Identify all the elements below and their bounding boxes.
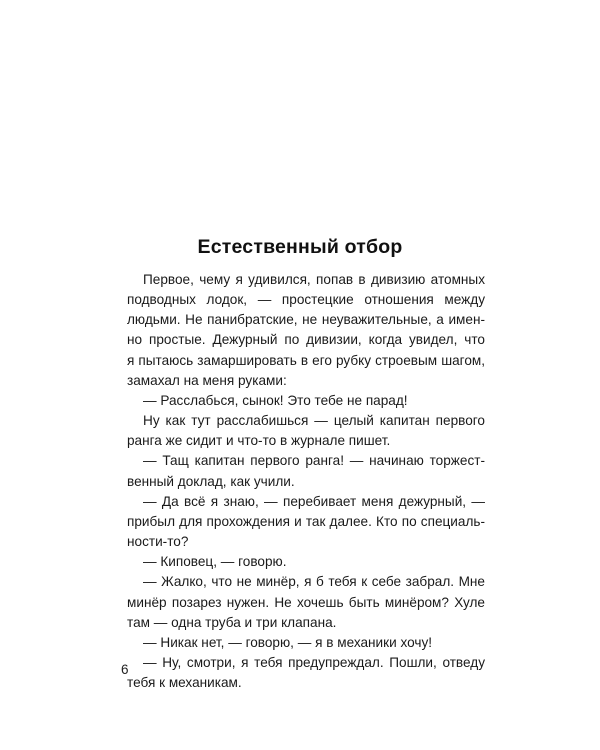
text-line: я пытаюсь замаршировать в его рубку строевым шагом, bbox=[127, 352, 485, 368]
paragraph bbox=[127, 492, 485, 552]
paragraph bbox=[127, 572, 485, 632]
paragraph bbox=[127, 391, 485, 411]
text-line: Ну как тут расслабишься — целый капитан первого bbox=[143, 413, 485, 429]
text-line: — Никак нет, — говорю, — я в механики хочу! bbox=[143, 634, 433, 650]
text-line: — Киповец, — говорю. bbox=[143, 554, 287, 570]
paragraph bbox=[127, 633, 485, 653]
text-line: — Жалко, что не минёр, я б тебя к себе забрал. Мне bbox=[143, 574, 485, 590]
text-line: там — одна труба и три клапана. bbox=[127, 614, 337, 630]
text-line: ранга же сидит и что-то в журнале пишет. bbox=[127, 433, 391, 449]
text-line: — Ну, смотри, я тебя предупреждал. Пошли, отведу bbox=[143, 654, 485, 670]
text-line: людьми. Не панибратские, не неуважительные, а имен- bbox=[127, 312, 485, 328]
text-line: венный доклад, как учили. bbox=[127, 473, 295, 489]
paragraph bbox=[127, 270, 485, 391]
text-line: тебя к механикам. bbox=[127, 675, 242, 691]
text-line: — Да всё я знаю, — перебивает меня дежурный, — bbox=[143, 493, 485, 509]
text-line: но простые. Дежурный по дивизии, когда увидел, что bbox=[127, 332, 485, 348]
text-line: — Тащ капитан первого ранга! — начинаю торжест- bbox=[143, 453, 485, 469]
paragraph bbox=[127, 653, 485, 693]
chapter-title: Естественный отбор bbox=[197, 236, 403, 258]
text-line: прибыл для прохождения и так далее. Кто по специаль- bbox=[127, 513, 485, 529]
text-line: Первое, чему я удивился, попав в дивизию атомных bbox=[143, 272, 485, 287]
text-line: подводных лодок, — простецкие отношения между bbox=[127, 292, 485, 308]
text-line: замахал на меня руками: bbox=[127, 372, 287, 388]
paragraph bbox=[127, 451, 485, 491]
page-number: 6 bbox=[121, 662, 129, 677]
text-line: ности-то? bbox=[127, 534, 189, 550]
paragraph bbox=[127, 411, 485, 451]
text-line: — Расслабься, сынок! Это тебе не парад! bbox=[143, 392, 408, 408]
paragraph bbox=[127, 552, 485, 572]
text-line: минёр позарез нужен. Не хочешь быть минёром? Хуле bbox=[127, 594, 485, 610]
chapter-body bbox=[127, 270, 485, 693]
